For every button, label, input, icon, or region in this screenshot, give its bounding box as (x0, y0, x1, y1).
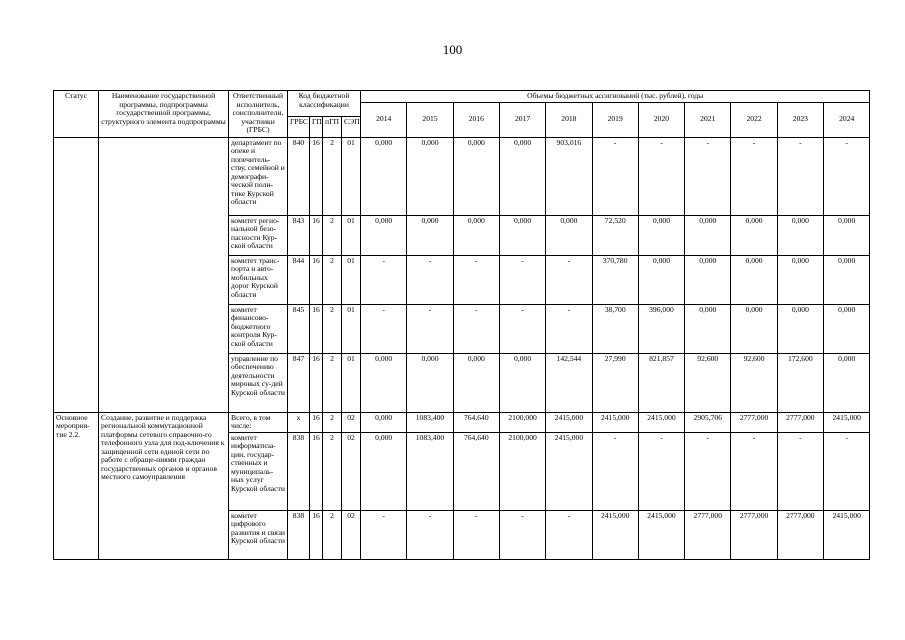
value-cell: 1083,400 (407, 432, 453, 510)
value-cell: 0,000 (361, 215, 407, 255)
code-cell: 2 (323, 255, 342, 304)
value-cell: 370,780 (592, 255, 638, 304)
code-cell: 840 (288, 137, 310, 215)
value-cell: 2777,000 (685, 510, 731, 559)
page-number: 100 (442, 42, 463, 57)
value-cell: 0,000 (824, 255, 870, 304)
value-cell: 0,000 (824, 215, 870, 255)
code-cell: 16 (310, 412, 323, 432)
value-cell: - (777, 432, 823, 510)
executor-cell: комитет регио-нальной безо-пасности Кур-ской области (229, 215, 288, 255)
value-cell: - (824, 432, 870, 510)
value-cell: - (407, 304, 453, 353)
code-cell: 16 (310, 304, 323, 353)
header-row-1 (54, 91, 870, 103)
code-cell: 16 (310, 137, 323, 215)
name-cell: Создание, развитие и поддержка региональной коммутационной платформы сетевого справочно-го телефонного узла для под-ключения к защищенной сети единой сети по работе с обраще-ниями граждан государственных органов и органов местного самоуправления (99, 412, 229, 559)
value-cell: 764,640 (453, 432, 499, 510)
value-cell: - (546, 304, 592, 353)
code-cell: 16 (310, 255, 323, 304)
code-cell: 16 (310, 353, 323, 412)
value-cell: 0,000 (361, 353, 407, 412)
value-cell: 0,000 (361, 432, 407, 510)
code-cell: 847 (288, 353, 310, 412)
value-cell: - (453, 255, 499, 304)
year-header: 2024 (824, 102, 870, 137)
executor-cell: Всего, в том числе: (229, 412, 288, 432)
value-cell: 0,000 (407, 215, 453, 255)
code-cell: 16 (310, 215, 323, 255)
executor-cell: комитет финансово-бюджетного контроля Кур-ской области (229, 304, 288, 353)
code-cell: 844 (288, 255, 310, 304)
code-cell: 838 (288, 432, 310, 510)
code-cell: x (288, 412, 310, 432)
value-cell: 0,000 (638, 215, 684, 255)
value-cell: - (546, 510, 592, 559)
value-cell: - (592, 137, 638, 215)
value-cell: 0,000 (731, 304, 777, 353)
code-col-header: пГП (323, 117, 342, 137)
value-cell: 2100,000 (499, 432, 545, 510)
name-cell (99, 137, 229, 412)
value-cell: 72,520 (592, 215, 638, 255)
value-cell: 2415,000 (546, 412, 592, 432)
value-cell: - (685, 432, 731, 510)
value-cell: 2415,000 (592, 510, 638, 559)
value-cell: 2777,000 (777, 412, 823, 432)
value-cell: 2905,706 (685, 412, 731, 432)
year-header: 2015 (407, 102, 453, 137)
code-cell: 2 (323, 510, 342, 559)
value-cell: 0,000 (453, 137, 499, 215)
code-cell: 2 (323, 353, 342, 412)
year-header: 2016 (453, 102, 499, 137)
volumes-group-header: Объемы бюджетных ассигнований (тыс. рублей), годы (361, 91, 870, 103)
code-cell: 843 (288, 215, 310, 255)
code-cell: 01 (342, 353, 361, 412)
value-cell: 92,600 (685, 353, 731, 412)
value-cell: - (499, 255, 545, 304)
code-col-header: СЭП (342, 117, 361, 137)
value-cell: 0,000 (777, 215, 823, 255)
year-header: 2021 (685, 102, 731, 137)
value-cell: - (592, 432, 638, 510)
executor-cell: комитет транс-порта и авто-мобильных дорог Курской области (229, 255, 288, 304)
value-cell: - (777, 137, 823, 215)
value-cell: 396,000 (638, 304, 684, 353)
code-cell: 02 (342, 432, 361, 510)
value-cell: - (499, 510, 545, 559)
value-cell: - (824, 137, 870, 215)
value-cell: 903,016 (546, 137, 592, 215)
value-cell: 0,000 (824, 353, 870, 412)
value-cell: - (407, 255, 453, 304)
code-cell: 02 (342, 412, 361, 432)
code-cell: 16 (310, 432, 323, 510)
year-header: 2014 (361, 102, 407, 137)
value-cell: 0,000 (499, 353, 545, 412)
value-cell: 0,000 (407, 137, 453, 215)
value-cell: 38,700 (592, 304, 638, 353)
value-cell: 0,000 (731, 215, 777, 255)
value-cell: 0,000 (638, 255, 684, 304)
value-cell: 2415,000 (546, 432, 592, 510)
code-cell: 2 (323, 412, 342, 432)
value-cell: - (499, 304, 545, 353)
code-col-header: ГРБС (288, 117, 310, 137)
value-cell: 0,000 (546, 215, 592, 255)
code-col-header: ГП (310, 117, 323, 137)
value-cell: 0,000 (407, 353, 453, 412)
status-cell: Основное мероприя-тие 2.2. (54, 412, 99, 559)
code-cell: 01 (342, 215, 361, 255)
year-header: 2018 (546, 102, 592, 137)
value-cell: 0,000 (824, 304, 870, 353)
value-cell: 0,000 (685, 215, 731, 255)
value-cell: - (731, 432, 777, 510)
col-status-header: Статус (54, 91, 99, 138)
code-cell: 2 (323, 432, 342, 510)
value-cell: 0,000 (453, 215, 499, 255)
executor-cell: комитет цифрового развития и связи Курской области (229, 510, 288, 559)
value-cell: 0,000 (685, 304, 731, 353)
value-cell: 764,640 (453, 412, 499, 432)
value-cell: - (407, 510, 453, 559)
value-cell: 0,000 (685, 255, 731, 304)
col-name-header: Наименование государственной программы, подпрограммы государственной программы, структурного элемента подпрограммы (99, 91, 229, 138)
executor-cell: управление по обеспечению деятельности мировых су-дей Курской области (229, 353, 288, 412)
value-cell: 2100,000 (499, 412, 545, 432)
value-cell: 0,000 (777, 304, 823, 353)
status-cell (54, 137, 99, 412)
executor-cell: комитет информатиза-ции, государ-ственных и муниципаль-ных услуг Курской области (229, 432, 288, 510)
code-group-header: Код бюджетной классификации (288, 91, 361, 117)
value-cell: 0,000 (731, 255, 777, 304)
year-header: 2017 (499, 102, 545, 137)
value-cell: 2415,000 (638, 510, 684, 559)
value-cell: 0,000 (777, 255, 823, 304)
value-cell: 2415,000 (824, 510, 870, 559)
code-cell: 2 (323, 215, 342, 255)
code-cell: 02 (342, 510, 361, 559)
value-cell: 142,544 (546, 353, 592, 412)
code-cell: 01 (342, 137, 361, 215)
value-cell: - (361, 255, 407, 304)
code-cell: 2 (323, 137, 342, 215)
value-cell: 0,000 (453, 353, 499, 412)
year-header: 2023 (777, 102, 823, 137)
code-cell: 01 (342, 255, 361, 304)
value-cell: - (453, 304, 499, 353)
value-cell: - (638, 432, 684, 510)
value-cell: 2777,000 (731, 510, 777, 559)
value-cell: - (361, 510, 407, 559)
year-header: 2020 (638, 102, 684, 137)
code-cell: 845 (288, 304, 310, 353)
code-cell: 838 (288, 510, 310, 559)
value-cell: 0,000 (499, 215, 545, 255)
value-cell: - (361, 304, 407, 353)
year-header: 2019 (592, 102, 638, 137)
value-cell: 0,000 (361, 412, 407, 432)
value-cell: 2777,000 (777, 510, 823, 559)
value-cell: 0,000 (499, 137, 545, 215)
value-cell: - (453, 510, 499, 559)
executor-cell: департамент по опеке и попечитель-ству, семейной и демографи-ческой поли-тике Курской области (229, 137, 288, 215)
col-executor-header: Ответственный исполнитель, соисполнители, участники (ГРБС) (229, 91, 288, 138)
value-cell: 1083,400 (407, 412, 453, 432)
value-cell: 0,000 (361, 137, 407, 215)
value-cell: 2415,000 (824, 412, 870, 432)
value-cell: 821,857 (638, 353, 684, 412)
table-row (54, 137, 870, 215)
value-cell: - (731, 137, 777, 215)
code-cell: 16 (310, 510, 323, 559)
value-cell: - (546, 255, 592, 304)
code-cell: 2 (323, 304, 342, 353)
table-row (54, 412, 870, 432)
code-cell: 01 (342, 304, 361, 353)
value-cell: 27,990 (592, 353, 638, 412)
value-cell: 2415,000 (638, 412, 684, 432)
value-cell: 2777,000 (731, 412, 777, 432)
value-cell: 92,600 (731, 353, 777, 412)
budget-table (53, 90, 870, 560)
value-cell: 172,600 (777, 353, 823, 412)
value-cell: - (685, 137, 731, 215)
value-cell: - (638, 137, 684, 215)
value-cell: 2415,000 (592, 412, 638, 432)
year-header: 2022 (731, 102, 777, 137)
